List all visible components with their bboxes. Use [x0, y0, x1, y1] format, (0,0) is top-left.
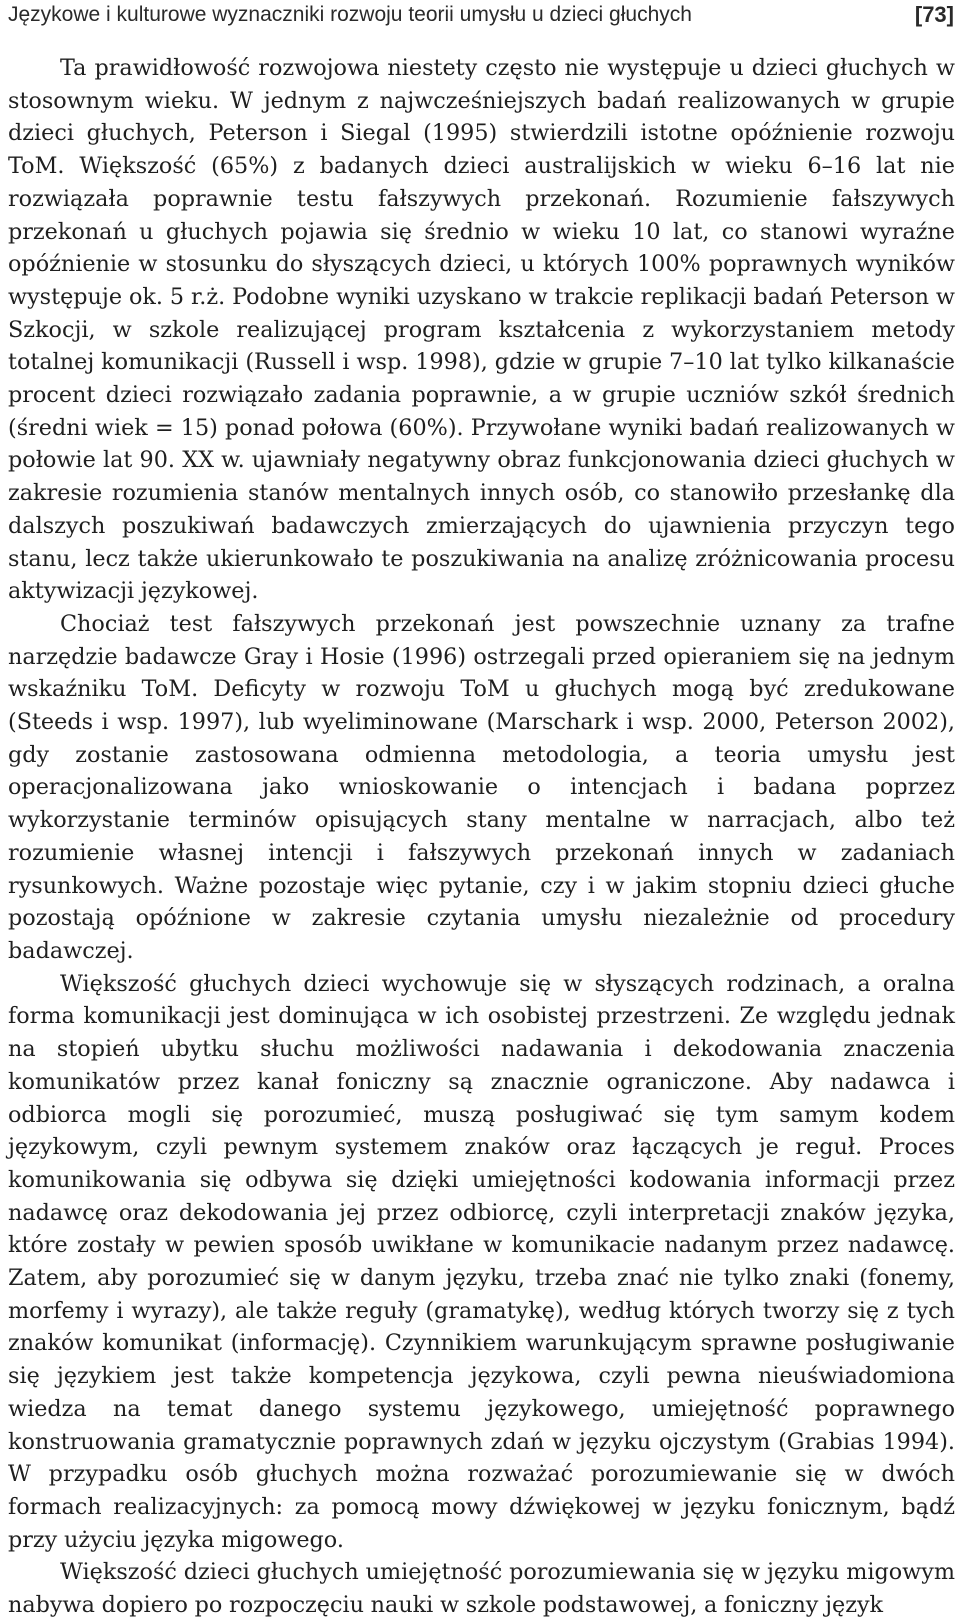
- running-title: Językowe i kulturowe wyznaczniki rozwoju teorii umysłu u dzieci głuchych: [8, 3, 692, 26]
- paragraph-1: Ta prawidłowość rozwojowa niestety często nie występuje u dzieci głuchych w stosownym wieku. W jednym z najwcześniejszych badań realizowanych w grupie dzieci głuchych, Peterson i Siegal (1995) stwierdzili istotne opóźnienie rozwoju ToM. Większość (65%) z badanych dzieci australijskich w wieku 6–16 lat nie rozwiązała poprawnie testu fałszywych przekonań. Rozumienie fałszywych przekonań u głuchych pojawia się średnio w wieku 10 lat, co stanowi wyraźne opóźnienie w stosunku do słyszących dzieci, u których 100% poprawnych wyników występuje ok. 5 r.ż. Podobne wyniki uzyskano w trakcie replikacji badań Peterson w Szkocji, w szkole realizującej program kształcenia z wykorzystaniem metody totalnej komunikacji (Russell i wsp. 1998), gdzie w grupie 7–10 lat tylko kilkanaście procent dzieci rozwiązało zadania poprawnie, a w grupie uczniów szkół średnich (średni wiek = 15) ponad połowa (60%). Przywołane wyniki badań realizowanych w połowie lat 90. XX w. ujawniały negatywny obraz funkcjonowania dzieci głuchych w zakresie rozumienia stanów mentalnych innych osób, co stanowiło przesłankę dla dalszych poszukiwań badawczych zmierzających do ujawnienia przyczyn tego stanu, lecz także ukierunkowało te poszukiwania na analizę zróżnicowania procesu aktywizacji językowej.: [8, 55, 955, 605]
- running-head: [8, 0, 954, 30]
- paragraph-4: Większość dzieci głuchych umiejętność porozumiewania się w języku migowym nabywa dopiero po rozpoczęciu nauki w szkole podstawowej, a foniczny język: [8, 1559, 955, 1619]
- paragraph-3: Większość głuchych dzieci wychowuje się w słyszących rodzinach, a oralna forma komunikacji jest dominująca w ich osobistej przestrzeni. Ze względu jednak na stopień ubytku słuchu możliwości nadawania i dekodowania znaczenia komunikatów przez kanał foniczny są znacznie ograniczone. Aby nadawca i odbiorca mogli się porozumieć, muszą posługiwać się tym samym kodem językowym, czyli pewnym systemem znaków oraz łączących je reguł. Proces komunikowania się odbywa się dzięki umiejętności kodowania informacji przez nadawcę oraz dekodowania jej przez odbiorcę, czyli interpretacji znaków języka, które zostały w pewien sposób uwikłane w komunikacie nadanym przez nadawcę. Zatem, aby porozumieć się w danym języku, trzeba znać nie tylko znaki (fonemy, morfemy i wyrazy), ale także reguły (gramatykę), według których tworzy się z tych znaków komunikat (informację). Czynnikiem warunkującym sprawne posługiwanie się językiem jest także kompetencja językowa, czyli pewna nieuświadomiona wiedza na temat danego systemu językowego, umiejętność poprawnego konstruowania gramatycznie poprawnych zdań w języku ojczystym (Grabias 1994). W przypadku osób głuchych można rozważać porozumiewanie się w dwóch formach realizacyjnych: za pomocą mowy dźwiękowej w języku fonicznym, bądź przy użyciu języka migowego.: [8, 970, 955, 1553]
- page-number: [73]: [914, 2, 954, 27]
- paragraph-2: Chociaż test fałszywych przekonań jest powszechnie uznany za trafne narzędzie badawcze Gray i Hosie (1996) ostrzegali przed opieraniem się na jednym wskaźniku ToM. Deficyty w rozwoju ToM u głuchych mogą być zredukowane (Steeds i wsp. 1997), lub wyeliminowane (Marschark i wsp. 2000, Peterson 2002), gdy zostanie zastosowana odmienna metodologia, a teoria umysłu jest operacjonalizowana jako wnioskowanie o intencjach i badana poprzez wykorzystanie terminów opisujących stany mentalne w narracjach, albo też rozumienie własnej intencji i fałszywych przekonań innych w zadaniach rysunkowych. Ważne pozostaje więc pytanie, czy i w jakim stopniu dzieci głuche pozostają opóźnione w zakresie czytania umysłu niezależnie od procedury badawczej.: [8, 610, 955, 964]
- article-body: [8, 52, 955, 1622]
